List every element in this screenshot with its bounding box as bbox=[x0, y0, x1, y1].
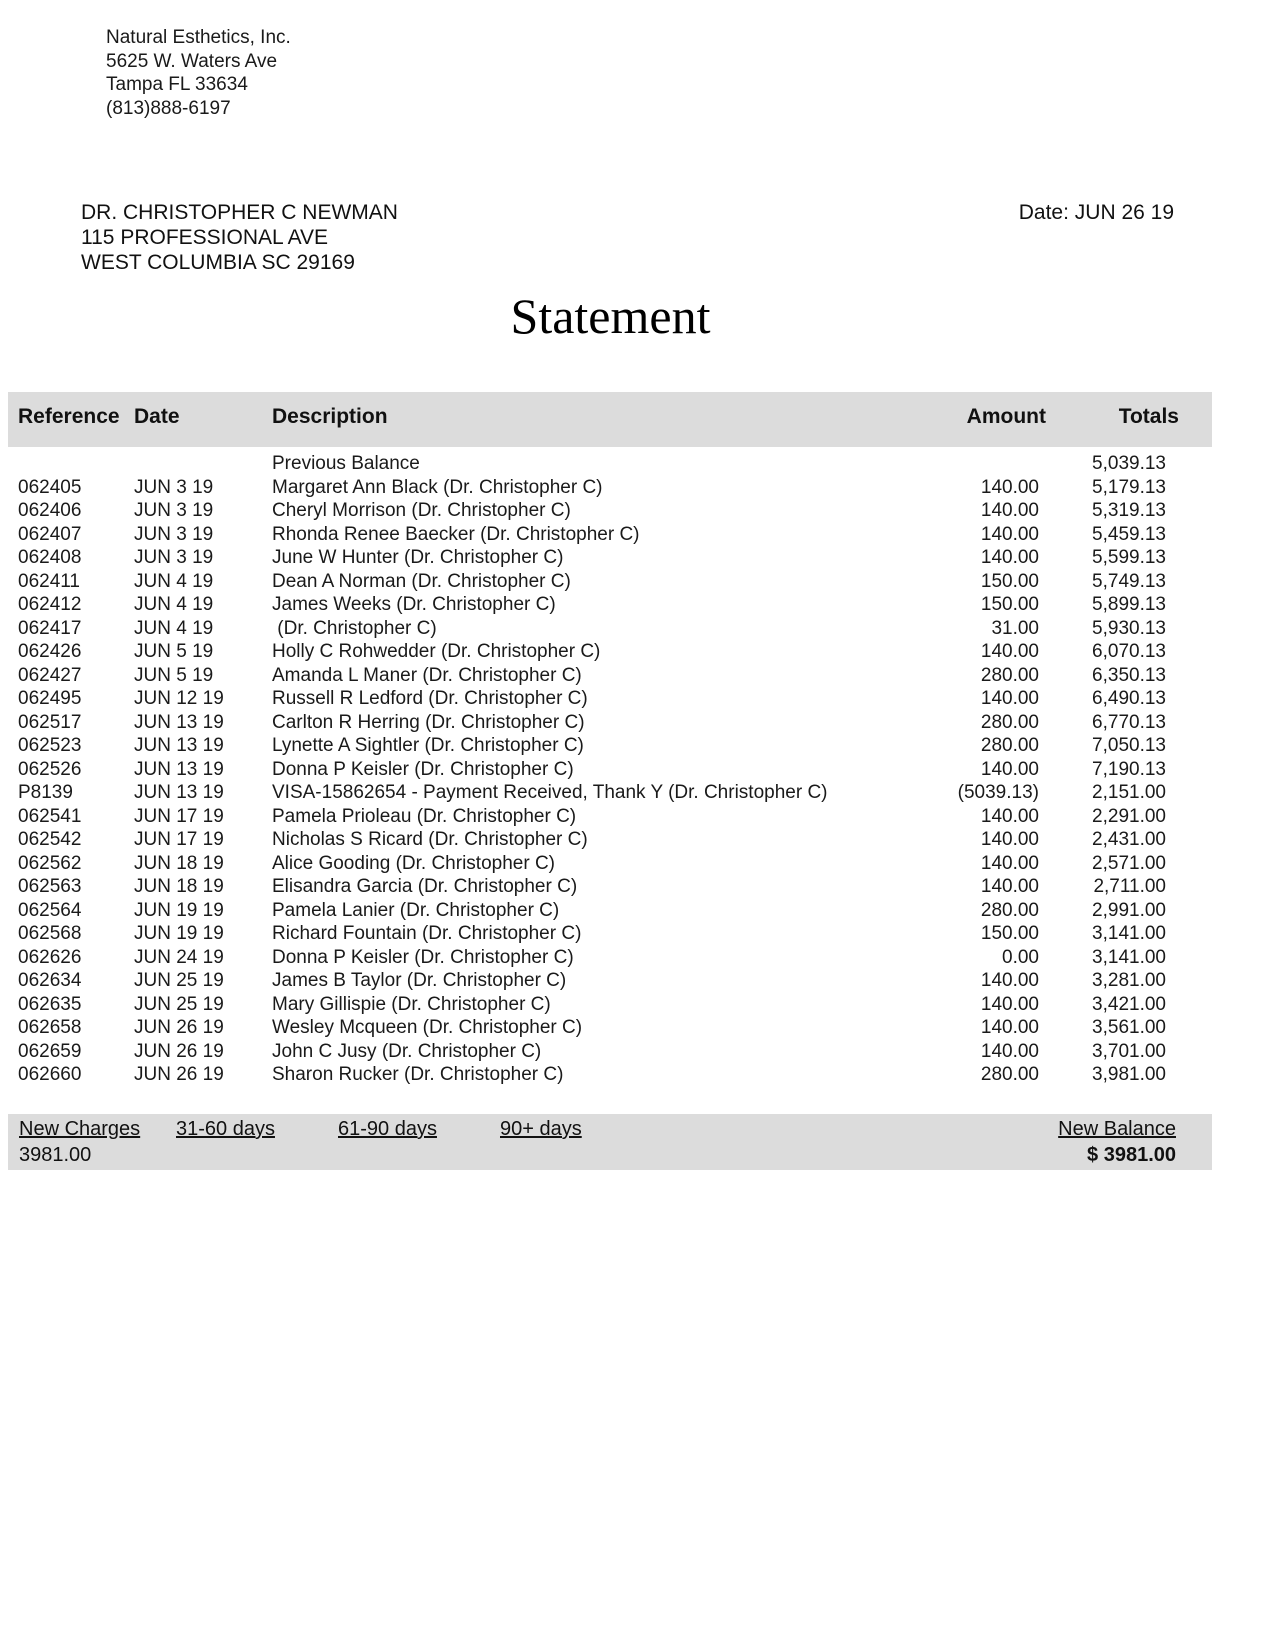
cell-date: JUN 25 19 bbox=[134, 970, 224, 991]
cell-total: 3,561.00 bbox=[1092, 1017, 1166, 1038]
cell-total: 7,190.13 bbox=[1092, 758, 1166, 780]
cell-description: Dean A Norman (Dr. Christopher C) bbox=[272, 570, 571, 592]
cell-description: Carlton R Herring (Dr. Christopher C) bbox=[272, 711, 585, 733]
cell-amount: 150.00 bbox=[980, 570, 1039, 592]
table-row bbox=[8, 993, 1212, 1017]
cell-date: JUN 3 19 bbox=[134, 547, 214, 568]
cell-date: JUN 24 19 bbox=[134, 946, 224, 968]
cell-date: JUN 19 19 bbox=[134, 899, 224, 921]
cell-amount: 140.00 bbox=[980, 1017, 1039, 1038]
cell-amount: 140.00 bbox=[980, 476, 1039, 498]
cell-date: JUN 13 19 bbox=[134, 735, 224, 756]
cell-total: 3,701.00 bbox=[1092, 1040, 1166, 1062]
cell-reference: 062417 bbox=[18, 617, 82, 639]
cell-description: Rhonda Renee Baecker (Dr. Christopher C) bbox=[272, 523, 640, 545]
cell-reference: 062408 bbox=[18, 547, 82, 568]
recipient-name: DR. CHRISTOPHER C NEWMAN bbox=[81, 201, 398, 224]
recipient-address-block bbox=[81, 200, 398, 275]
cell-date: JUN 26 19 bbox=[134, 1040, 224, 1062]
cell-description: Nicholas S Ricard (Dr. Christopher C) bbox=[272, 829, 588, 850]
cell-date: JUN 3 19 bbox=[134, 476, 214, 498]
cell-total: 6,770.13 bbox=[1092, 711, 1166, 733]
cell-reference: 062634 bbox=[18, 970, 82, 991]
cell-reference: 062526 bbox=[18, 758, 82, 780]
cell-reference: 062427 bbox=[18, 664, 82, 686]
cell-reference: 062517 bbox=[18, 711, 82, 733]
cell-date: JUN 13 19 bbox=[134, 758, 224, 780]
table-row bbox=[8, 452, 1212, 476]
cell-amount: 140.00 bbox=[980, 758, 1039, 780]
cell-date: JUN 13 19 bbox=[134, 711, 224, 733]
table-row bbox=[8, 852, 1212, 876]
header-date: Date bbox=[134, 405, 180, 428]
cell-total: 2,151.00 bbox=[1092, 782, 1166, 803]
cell-date: JUN 18 19 bbox=[134, 852, 224, 874]
cell-total: 7,050.13 bbox=[1092, 735, 1166, 756]
cell-total: 5,749.13 bbox=[1092, 570, 1166, 592]
cell-reference: 062660 bbox=[18, 1064, 82, 1085]
cell-description: James Weeks (Dr. Christopher C) bbox=[272, 594, 556, 615]
cell-reference: 062626 bbox=[18, 946, 82, 968]
cell-date: JUN 18 19 bbox=[134, 876, 224, 897]
table-row bbox=[8, 969, 1212, 993]
header-amount: Amount bbox=[966, 405, 1046, 428]
cell-date: JUN 13 19 bbox=[134, 782, 224, 803]
cell-total: 2,571.00 bbox=[1092, 852, 1166, 874]
cell-description: Richard Fountain (Dr. Christopher C) bbox=[272, 923, 582, 944]
company-name: Natural Esthetics, Inc. bbox=[106, 27, 291, 48]
cell-amount: 150.00 bbox=[980, 594, 1039, 615]
cell-description: Sharon Rucker (Dr. Christopher C) bbox=[272, 1064, 564, 1085]
cell-reference: 062564 bbox=[18, 899, 82, 921]
cell-reference: P8139 bbox=[18, 782, 73, 803]
cell-total: 5,599.13 bbox=[1092, 547, 1166, 568]
cell-total: 3,281.00 bbox=[1092, 970, 1166, 991]
cell-description: Donna P Keisler (Dr. Christopher C) bbox=[272, 946, 574, 968]
company-street: 5625 W. Waters Ave bbox=[106, 50, 278, 72]
cell-reference: 062659 bbox=[18, 1040, 82, 1062]
summary-footer bbox=[8, 1114, 1212, 1170]
cell-date: JUN 4 19 bbox=[134, 594, 214, 615]
days-90-plus-label: 90+ days bbox=[500, 1118, 582, 1140]
cell-reference: 062426 bbox=[18, 641, 82, 662]
cell-description: Alice Gooding (Dr. Christopher C) bbox=[272, 852, 555, 874]
cell-description: (Dr. Christopher C) bbox=[272, 617, 437, 639]
cell-description: John C Jusy (Dr. Christopher C) bbox=[272, 1040, 542, 1062]
cell-date: JUN 5 19 bbox=[134, 641, 214, 662]
cell-description: Wesley Mcqueen (Dr. Christopher C) bbox=[272, 1017, 583, 1038]
cell-description: VISA-15862654 - Payment Received, Thank Y (Dr. Christopher C) bbox=[272, 782, 828, 803]
table-row bbox=[8, 1016, 1212, 1040]
cell-reference: 062563 bbox=[18, 876, 82, 897]
cell-description: James B Taylor (Dr. Christopher C) bbox=[272, 970, 567, 991]
table-row bbox=[8, 499, 1212, 523]
cell-reference: 062406 bbox=[18, 500, 82, 521]
table-header bbox=[8, 392, 1212, 447]
cell-date: JUN 17 19 bbox=[134, 805, 224, 827]
cell-total: 5,459.13 bbox=[1092, 523, 1166, 545]
cell-amount: 140.00 bbox=[980, 876, 1039, 897]
table-row bbox=[8, 1040, 1212, 1064]
cell-description: Margaret Ann Black (Dr. Christopher C) bbox=[272, 476, 603, 498]
cell-amount: 140.00 bbox=[980, 829, 1039, 850]
table-row bbox=[8, 546, 1212, 570]
cell-amount: 140.00 bbox=[980, 993, 1039, 1015]
cell-total: 6,070.13 bbox=[1092, 641, 1166, 662]
cell-amount: 140.00 bbox=[980, 852, 1039, 874]
cell-description: Mary Gillispie (Dr. Christopher C) bbox=[272, 993, 551, 1015]
table-row bbox=[8, 617, 1212, 641]
table-row bbox=[8, 1063, 1212, 1087]
table-row bbox=[8, 946, 1212, 970]
cell-amount: 140.00 bbox=[980, 805, 1039, 827]
company-address-block bbox=[106, 26, 291, 120]
table-row bbox=[8, 664, 1212, 688]
table-row bbox=[8, 805, 1212, 829]
cell-description: Pamela Prioleau (Dr. Christopher C) bbox=[272, 805, 577, 827]
table-row bbox=[8, 899, 1212, 923]
cell-date: JUN 4 19 bbox=[134, 617, 214, 639]
cell-total: 5,930.13 bbox=[1092, 617, 1166, 639]
cell-amount: 280.00 bbox=[980, 1064, 1039, 1085]
cell-amount: 31.00 bbox=[991, 617, 1039, 639]
page-title: Statement bbox=[510, 288, 711, 344]
new-balance-value: $ 3981.00 bbox=[1087, 1144, 1176, 1166]
cell-description: Donna P Keisler (Dr. Christopher C) bbox=[272, 758, 574, 780]
table-row bbox=[8, 570, 1212, 594]
statement-table-body bbox=[8, 452, 1212, 1087]
header-description: Description bbox=[272, 405, 388, 428]
cell-total: 5,319.13 bbox=[1092, 500, 1166, 521]
table-row bbox=[8, 758, 1212, 782]
cell-reference: 062407 bbox=[18, 523, 82, 545]
cell-description: Elisandra Garcia (Dr. Christopher C) bbox=[272, 876, 578, 897]
table-row bbox=[8, 781, 1212, 805]
cell-date: JUN 26 19 bbox=[134, 1064, 224, 1085]
cell-total: 6,490.13 bbox=[1092, 688, 1166, 709]
cell-date: JUN 12 19 bbox=[134, 688, 224, 709]
cell-amount: 280.00 bbox=[980, 735, 1039, 756]
cell-reference: 062562 bbox=[18, 852, 82, 874]
cell-reference: 062523 bbox=[18, 735, 82, 756]
table-row bbox=[8, 640, 1212, 664]
cell-reference: 062635 bbox=[18, 993, 82, 1015]
cell-date: JUN 5 19 bbox=[134, 664, 214, 686]
cell-total: 3,421.00 bbox=[1092, 993, 1166, 1015]
cell-reference: 062658 bbox=[18, 1017, 82, 1038]
cell-amount: 150.00 bbox=[980, 923, 1039, 944]
cell-description: Cheryl Morrison (Dr. Christopher C) bbox=[272, 500, 571, 521]
new-charges-label: New Charges bbox=[19, 1118, 141, 1140]
cell-total: 5,039.13 bbox=[1092, 453, 1166, 474]
cell-amount: 140.00 bbox=[980, 500, 1039, 521]
cell-date: JUN 3 19 bbox=[134, 500, 214, 521]
cell-amount: (5039.13) bbox=[957, 782, 1039, 803]
table-row bbox=[8, 711, 1212, 735]
cell-reference: 062542 bbox=[18, 829, 82, 850]
table-row bbox=[8, 687, 1212, 711]
cell-amount: 140.00 bbox=[980, 970, 1039, 991]
table-row bbox=[8, 875, 1212, 899]
cell-reference: 062412 bbox=[18, 594, 82, 615]
cell-description: Lynette A Sightler (Dr. Christopher C) bbox=[272, 735, 584, 756]
company-phone: (813)888-6197 bbox=[106, 97, 231, 119]
cell-amount: 280.00 bbox=[980, 711, 1039, 733]
cell-total: 2,991.00 bbox=[1092, 899, 1166, 921]
cell-description: Pamela Lanier (Dr. Christopher C) bbox=[272, 899, 560, 921]
cell-total: 2,431.00 bbox=[1092, 829, 1166, 850]
days-61-90-label: 61-90 days bbox=[338, 1118, 437, 1140]
cell-amount: 280.00 bbox=[980, 899, 1039, 921]
table-row bbox=[8, 828, 1212, 852]
cell-description: Holly C Rohwedder (Dr. Christopher C) bbox=[272, 641, 601, 662]
cell-total: 3,141.00 bbox=[1092, 946, 1166, 968]
cell-reference: 062405 bbox=[18, 476, 82, 498]
table-row bbox=[8, 523, 1212, 547]
table-row bbox=[8, 922, 1212, 946]
cell-total: 5,899.13 bbox=[1092, 594, 1166, 615]
cell-date: JUN 19 19 bbox=[134, 923, 224, 944]
cell-amount: 280.00 bbox=[980, 664, 1039, 686]
company-city: Tampa FL 33634 bbox=[106, 74, 248, 95]
cell-date: JUN 17 19 bbox=[134, 829, 224, 850]
cell-amount: 140.00 bbox=[980, 523, 1039, 545]
cell-amount: 140.00 bbox=[980, 688, 1039, 709]
recipient-street: 115 PROFESSIONAL AVE bbox=[81, 226, 329, 249]
cell-amount: 140.00 bbox=[980, 641, 1039, 662]
cell-date: JUN 3 19 bbox=[134, 523, 214, 545]
cell-date: JUN 25 19 bbox=[134, 993, 224, 1015]
recipient-city: WEST COLUMBIA SC 29169 bbox=[81, 251, 355, 274]
cell-description: Previous Balance bbox=[272, 453, 420, 474]
cell-total: 3,981.00 bbox=[1092, 1064, 1166, 1085]
cell-amount: 140.00 bbox=[980, 1040, 1039, 1062]
header-reference: Reference bbox=[18, 405, 120, 428]
header-totals: Totals bbox=[1118, 405, 1179, 428]
cell-reference: 062495 bbox=[18, 688, 82, 709]
new-charges-value: 3981.00 bbox=[19, 1144, 92, 1166]
cell-description: June W Hunter (Dr. Christopher C) bbox=[272, 547, 564, 568]
cell-date: JUN 4 19 bbox=[134, 570, 214, 592]
cell-total: 6,350.13 bbox=[1092, 664, 1166, 686]
cell-total: 5,179.13 bbox=[1092, 476, 1166, 498]
statement-date: Date: JUN 26 19 bbox=[1018, 201, 1174, 224]
cell-amount: 0.00 bbox=[1002, 946, 1039, 968]
cell-reference: 062568 bbox=[18, 923, 82, 944]
table-row bbox=[8, 734, 1212, 758]
cell-date: JUN 26 19 bbox=[134, 1017, 224, 1038]
days-31-60-label: 31-60 days bbox=[176, 1118, 275, 1140]
cell-total: 2,291.00 bbox=[1092, 805, 1166, 827]
cell-reference: 062411 bbox=[18, 570, 80, 592]
cell-description: Amanda L Maner (Dr. Christopher C) bbox=[272, 664, 582, 686]
table-row bbox=[8, 593, 1212, 617]
new-balance-label: New Balance bbox=[1058, 1118, 1176, 1140]
cell-amount: 140.00 bbox=[980, 547, 1039, 568]
cell-total: 3,141.00 bbox=[1092, 923, 1166, 944]
cell-reference: 062541 bbox=[18, 805, 82, 827]
table-row bbox=[8, 476, 1212, 500]
cell-total: 2,711.00 bbox=[1093, 876, 1166, 897]
cell-description: Russell R Ledford (Dr. Christopher C) bbox=[272, 688, 588, 709]
